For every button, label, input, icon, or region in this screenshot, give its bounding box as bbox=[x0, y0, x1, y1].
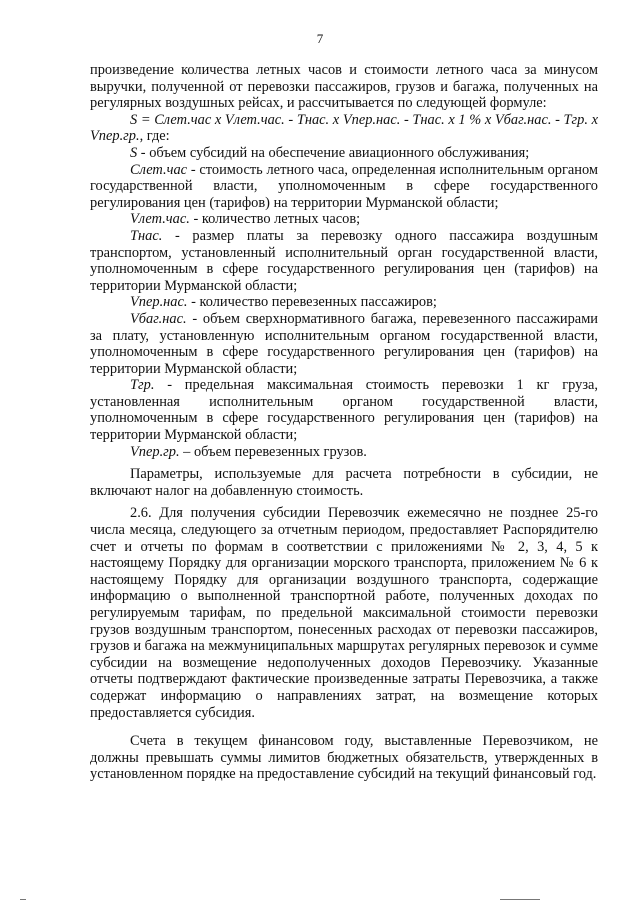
definition-vbag-nas bbox=[90, 311, 598, 377]
scan-mark-right bbox=[500, 899, 540, 900]
definition-term: Vлет.час. bbox=[130, 211, 190, 228]
definition-tgr bbox=[90, 377, 598, 443]
paragraph-invoices: Счета в текущем финансовом году, выставленные Перевозчиком, не должны превышать суммы лимитов бюджетных обязательств, утвержденных в установленном порядке на предоставление субсидий на текущий финансовый год. bbox=[90, 733, 598, 783]
definition-text: - стоимость летного часа, определенная исполнительным органом государственной власти, уполномоченным в сфере государственного регулирования цен (тарифов) на территории Мурманской области; bbox=[90, 161, 598, 211]
definition-term: Tгр. bbox=[130, 377, 155, 394]
definition-vper-gr bbox=[90, 444, 598, 461]
definition-term: S bbox=[130, 144, 138, 161]
paragraph-formula bbox=[90, 112, 598, 145]
formula-suffix: , где: bbox=[139, 128, 170, 145]
page-number: 7 bbox=[316, 31, 324, 46]
definition-term: Vпер.гр. bbox=[130, 443, 180, 460]
definition-text: - объем субсидий на обеспечение авиационного обслуживания; bbox=[137, 144, 530, 161]
definition-text: - объем сверхнормативного багажа, перевезенного пассажирами за плату, установленную исполнительным органом государственной власти, уполномоченным в сфере государственного регулирования цен (тарифов) на территории Мурманской области; bbox=[90, 310, 598, 377]
definition-term: Tнас. bbox=[130, 227, 163, 244]
paragraph-2-6: 2.6. Для получения субсидии Перевозчик ежемесячно не позднее 25-го числа месяца, следующего за отчетным периодом, предоставляет Распорядителю счет и отчеты по формам в соответствии с приложениями № 2, 3, 4, 5 к настоящему Порядку для организации морского транспорта, приложением № 6 к настоящему Порядку для организации воздушного транспорта, содержащие информацию о выполненной транспортной работе, полученных доходах по регулируемым тарифам, по предельной максимальной стоимости перевозки грузов воздушным транспортом, понесенных расходах от перевозки пассажиров, грузов и багажа на межмуниципальных маршрутах регулярных перевозок и сумме субсидии на возмещение недополученных доходов Перевозчику. Указанные отчеты подтверждают фактические произведенные затраты Перевозчика, а также содержат информацию о направлениях затрат, на возмещение которых предоставляется субсидия. bbox=[90, 505, 598, 721]
formula: S = Cлет.час x Vлет.час. - Tнас. x Vпер.нас. - Tнас. x 1 % x Vбаг.нас. - Tгр. x Vпер.гр. bbox=[90, 111, 598, 145]
definition-s bbox=[90, 145, 598, 162]
definition-term: Cлет.час bbox=[130, 161, 188, 178]
definition-term: Vпер.нас. bbox=[130, 294, 188, 311]
definition-tnas bbox=[90, 228, 598, 294]
paragraph-parameters: Параметры, используемые для расчета потребности в субсидии, не включают налог на добавленную стоимость. bbox=[90, 466, 598, 499]
definition-vper-nas bbox=[90, 294, 598, 311]
definition-vlet-chas bbox=[90, 211, 598, 228]
definition-text: – объем перевезенных грузов. bbox=[179, 443, 367, 460]
definition-clet-chas bbox=[90, 162, 598, 212]
definition-text: - предельная максимальная стоимость перевозки 1 кг груза, установленная исполнительным органом государственной власти, уполномоченным в сфере государственного регулирования цен (тарифов) на территории Мурманской области; bbox=[90, 377, 598, 444]
scan-mark-left bbox=[20, 899, 26, 900]
definition-text: - количество летных часов; bbox=[189, 211, 361, 228]
definition-term: Vбаг.нас. bbox=[130, 310, 187, 327]
definition-text: - количество перевезенных пассажиров; bbox=[187, 294, 437, 311]
definition-text: - размер платы за перевозку одного пассажира воздушным транспортом, установленный исполнительный орган государственной власти, уполномоченным в сфере государственного регулирования цен (тарифов) на территории Мурманской области; bbox=[90, 227, 598, 294]
paragraph-intro: произведение количества летных часов и стоимости летного часа за минусом выручки, полученной от перевозки пассажиров, грузов и багажа, полученных на регулярных воздушных рейсах, и рассчитывается по следующей формуле: bbox=[90, 62, 598, 112]
document-body bbox=[90, 62, 598, 783]
